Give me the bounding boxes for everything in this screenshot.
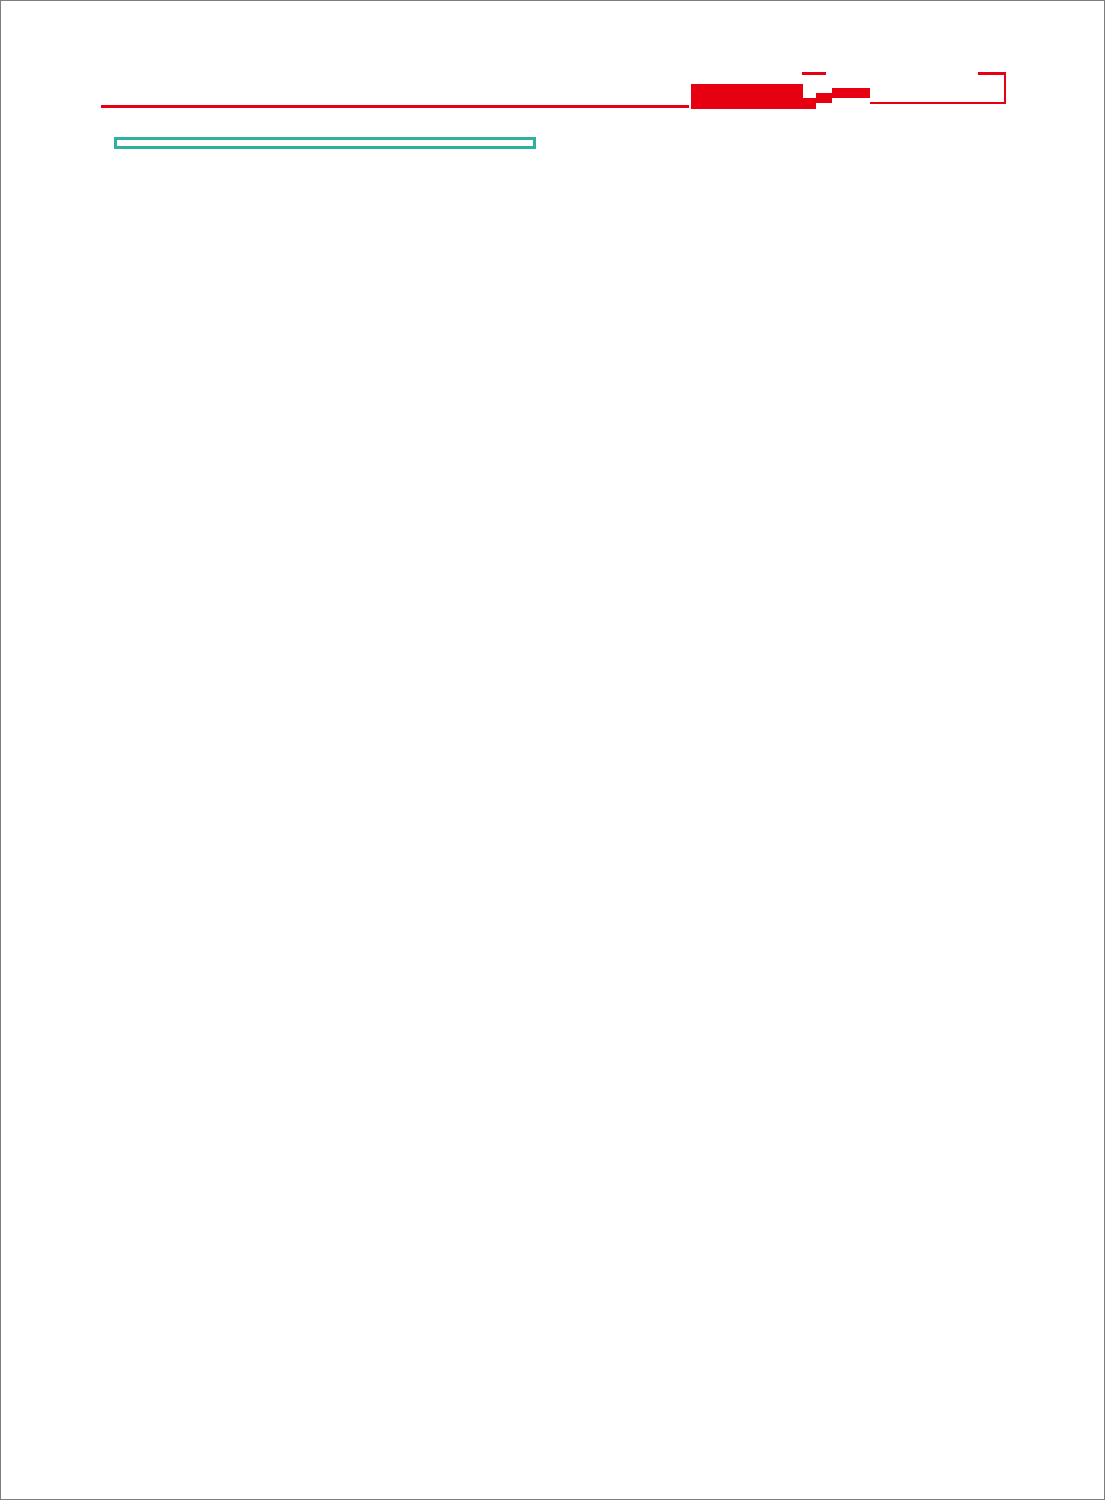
left-column — [100, 127, 540, 161]
masthead-bracket — [1004, 73, 1006, 104]
masthead-tail-rule — [870, 102, 1006, 104]
right-column — [566, 127, 1006, 161]
header-rule — [101, 105, 689, 108]
bev-premium-chart — [114, 137, 536, 149]
article-body — [100, 127, 1006, 161]
brand-logo — [691, 84, 803, 109]
masthead-dash — [802, 72, 826, 75]
masthead-stair-decoration — [832, 88, 870, 98]
masthead-stair-decoration — [803, 98, 816, 109]
masthead-stair-decoration — [816, 93, 832, 103]
masthead-dash — [978, 72, 1006, 75]
